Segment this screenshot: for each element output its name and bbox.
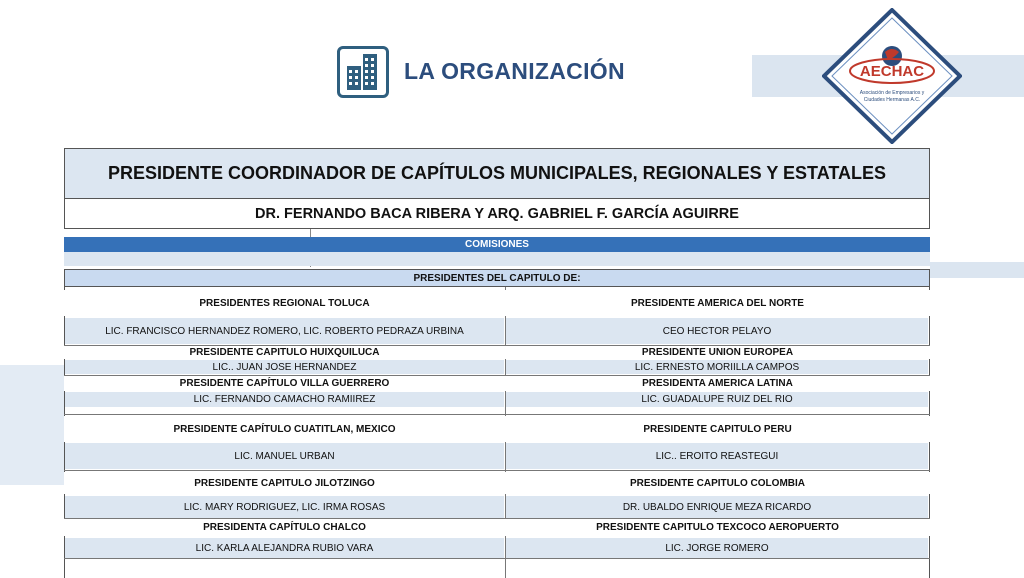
region-title-right: PRESIDENTA AMERICA LATINA: [505, 376, 930, 391]
region-title-left: PRESIDENTE CAPITULO JILOTZINGO: [64, 472, 505, 494]
comisiones-bar: COMISIONES: [64, 237, 930, 252]
region-title-right: PRESIDENTE AMERICA DEL NORTE: [505, 290, 930, 316]
region-value-left: LIC. MARY RODRIGUEZ, LIC. IRMA ROSAS: [65, 496, 504, 518]
region-title-left: PRESIDENTE CAPÍTULO VILLA GUERRERO: [64, 376, 505, 391]
region-value-right: LIC. ERNESTO MORIILLA CAMPOS: [506, 360, 928, 374]
logo-subtitle-line2: Ciudades Hermanas A.C.: [863, 97, 921, 103]
coordinators-cell: DR. FERNANDO BACA RIBERA Y ARQ. GABRIEL F. GARCÍA AGUIRRE: [64, 199, 930, 229]
region-value-left: LIC. MANUEL URBAN: [65, 443, 504, 469]
logo-brand-text: AECHAC: [859, 63, 925, 80]
region-value-right: LIC. GUADALUPE RUIZ DEL RIO: [506, 392, 928, 407]
aechac-logo: [822, 8, 962, 144]
region-value-right: CEO HECTOR PELAYO: [506, 318, 928, 344]
spacer-strip: [64, 252, 930, 266]
row-divider: [64, 414, 930, 415]
row-divider: [64, 558, 930, 559]
region-value-left: LIC. FRANCISCO HERNANDEZ ROMERO, LIC. ROBERTO PEDRAZA URBINA: [65, 318, 504, 344]
region-value-right: LIC. JORGE ROMERO: [506, 538, 928, 558]
background-stripe-left: [0, 365, 64, 485]
region-title-left: PRESIDENTES REGIONAL TOLUCA: [64, 290, 505, 316]
region-title-left: PRESIDENTE CAPITULO HUIXQUILUCA: [64, 346, 505, 359]
region-title-right: PRESIDENTE CAPITULO TEXCOCO AEROPUERTO: [505, 519, 930, 536]
region-value-left: LIC. KARLA ALEJANDRA RUBIO VARA: [65, 538, 504, 558]
page-title: LA ORGANIZACIÓN: [404, 58, 625, 84]
background-stripe-right: [930, 262, 1024, 278]
region-value-right: LIC.. EROITO REASTEGUI: [506, 443, 928, 469]
region-title-right: PRESIDENTE CAPITULO COLOMBIA: [505, 472, 930, 494]
region-value-left: LIC.. JUAN JOSE HERNANDEZ: [65, 360, 504, 374]
region-title-left: PRESIDENTA CAPÍTULO CHALCO: [64, 519, 505, 536]
region-title-right: PRESIDENTE UNION EUROPEA: [505, 346, 930, 359]
main-title-cell: PRESIDENTE COORDINADOR DE CAPÍTULOS MUNICIPALES, REGIONALES Y ESTATALES: [64, 148, 930, 199]
region-title-right: PRESIDENTE CAPITULO PERU: [505, 416, 930, 442]
region-title-left: PRESIDENTE CAPÍTULO CUATITLAN, MEXICO: [64, 416, 505, 442]
office-building-icon: [337, 46, 389, 98]
logo-subtitle-line1: Asociación de Empresarios y: [859, 90, 925, 96]
presidents-header: PRESIDENTES DEL CAPITULO DE:: [64, 269, 930, 287]
region-value-right: DR. UBALDO ENRIQUE MEZA RICARDO: [506, 496, 928, 518]
row-divider: [64, 470, 930, 471]
region-value-left: LIC. FERNANDO CAMACHO RAMIIREZ: [65, 392, 504, 407]
organization-table: [64, 148, 930, 578]
